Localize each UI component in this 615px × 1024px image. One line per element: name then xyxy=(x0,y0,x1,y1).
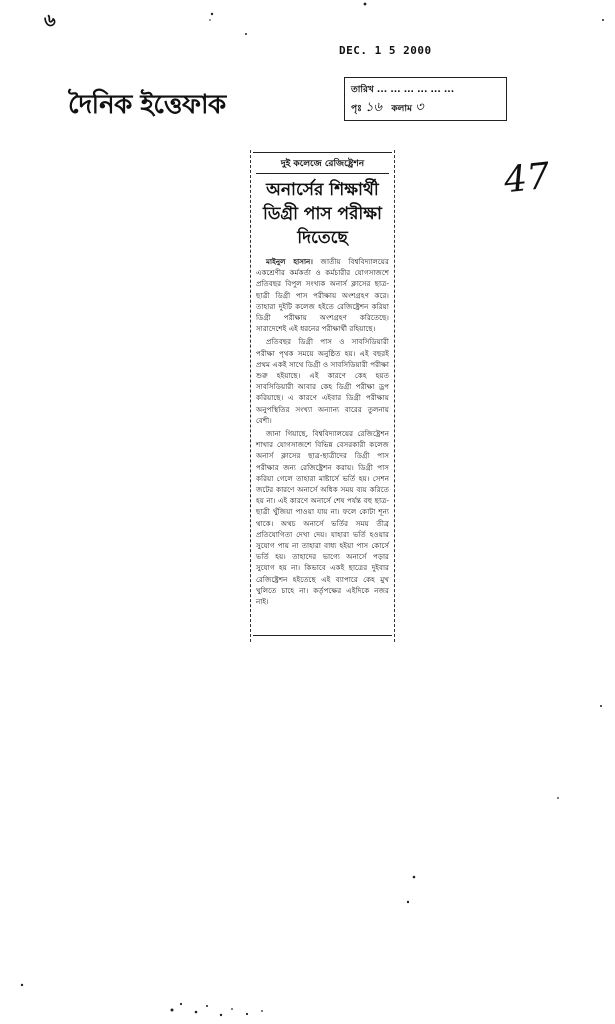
article-paragraph: জানা গিয়াছে, বিশ্ববিদ্যালয়ের রেজিষ্ট্রেশন শাখার যোগসাজশে বিভিন্ন বেসরকারী কলেজ অনার্স ক্লাসের ছাত্র-ছাত্রীদের ডিগ্রী পাস পরীক্ষার জন্য রেজিষ্ট্রেশন করায়। ডিগ্রী পাস করিয়া গেলে তাহারা মাষ্টার্সে ভর্তি হয়। সেশন জটের কারণে অনার্সে অধিক সময় ব্যয় করিতে হয় না। এই কারণে অনার্সে শেষ পর্যন্ত বহু ছাত্র-ছাত্রী খুঁজিয়া পাওয়া যায় না। ফলে কোটা শূন্য থাকে। অথচ অনার্সে ভর্তির সময় তীব্র প্রতিযোগিতা দেখা দেয়। যাহারা ভর্তি হওয়ার সুযোগ পায় না তাহারা বাধ্য হইয়া পাস কোর্সে ভর্তি হয়। তাহাদের ভাগ্যে অনার্সে পড়ার সুযোগ হয় না। কিভাবে একই ছাত্রের দুইবার রেজিষ্ট্রেশন হইতেছে এই ব্যাপারে কেহ মুখ খুলিতে চাহে না। কর্তৃপক্ষের এইদিকে নজর নাই। xyxy=(256,429,389,607)
speck xyxy=(171,1009,174,1012)
speck xyxy=(557,797,559,799)
article-paragraph: প্রতিবছর ডিগ্রী পাস ও সাবসিডিয়ারী পরীক্ষা পৃথক সময়ে অনুষ্ঠিত হয়। এই বছরই প্রথম একই সাথে ডিগ্রী ও সাবসিডিয়ারী পরীক্ষা শুরু হইয়াছে। এই কারণে কেহ হয়ত সাবসিডিয়ারী আবার কেহ ডিগ্রী পরীক্ষা ড্রপ করিয়াছে। এ কারণে এইবার ডিগ্রী পরীক্ষায় অনুপস্থিতির সংখ্যা অন্যান্য বারের তুলনায় বেশী। xyxy=(256,337,389,425)
speck xyxy=(600,705,602,707)
speck xyxy=(245,33,247,35)
speck xyxy=(220,1014,222,1016)
speck xyxy=(209,19,211,21)
speck xyxy=(602,19,604,21)
speck xyxy=(407,901,409,903)
index-column-label: কলাম xyxy=(391,104,412,114)
headline-line: ডিগ্রী পাস পরীক্ষা xyxy=(263,204,382,224)
article-kicker: দুই কলেজে রেজিষ্ট্রেশন xyxy=(256,156,389,174)
speck xyxy=(246,1013,248,1015)
speck xyxy=(195,1011,198,1014)
index-date-line: তারিখ ... ... ... ... ... ... xyxy=(351,85,455,95)
date-stamp: DEC. 1 5 2000 xyxy=(339,44,432,57)
newspaper-name: দৈনিক ইত্তেফাক xyxy=(68,90,226,120)
handwritten-number: 47 xyxy=(501,155,552,202)
index-page-value: ১৬ xyxy=(365,100,382,115)
headline-line: অনার্সের শিক্ষার্থী xyxy=(266,180,379,200)
index-page-label: পৃঃ xyxy=(351,104,362,114)
article-byline: মাইনুল হাসান। xyxy=(266,257,313,266)
speck xyxy=(21,984,23,986)
speck xyxy=(180,1003,182,1005)
speck xyxy=(211,13,213,15)
paragraph-text: জাতীয় বিশ্ববিদ্যালয়ের একশ্রেণীর কর্মকর্তা ও কর্মচারীর যোগসাজশে প্রতিবছর বিপুল সংখ্যক অনার্স ক্লাসের ছাত্র-ছাত্রী ডিগ্রী পাস পরীক্ষায় অংশগ্রহণ করে। তাহারা দুইটি কলেজ হইতে রেজিষ্ট্রেশন করিয়া ডিগ্রী পরীক্ষায় অংশগ্রহণ করিতেছে। সারাদেশেই এই ধরনের পরীক্ষার্থী রহিয়াছে। xyxy=(256,257,389,334)
speck xyxy=(364,3,367,6)
speck xyxy=(413,876,416,879)
speck xyxy=(231,1008,233,1010)
speck xyxy=(261,1010,263,1012)
headline-line: দিতেছে xyxy=(297,228,348,248)
corner-mark: ৬ xyxy=(44,10,56,31)
index-column-value: ৩ xyxy=(415,100,424,115)
speck xyxy=(206,1005,208,1007)
